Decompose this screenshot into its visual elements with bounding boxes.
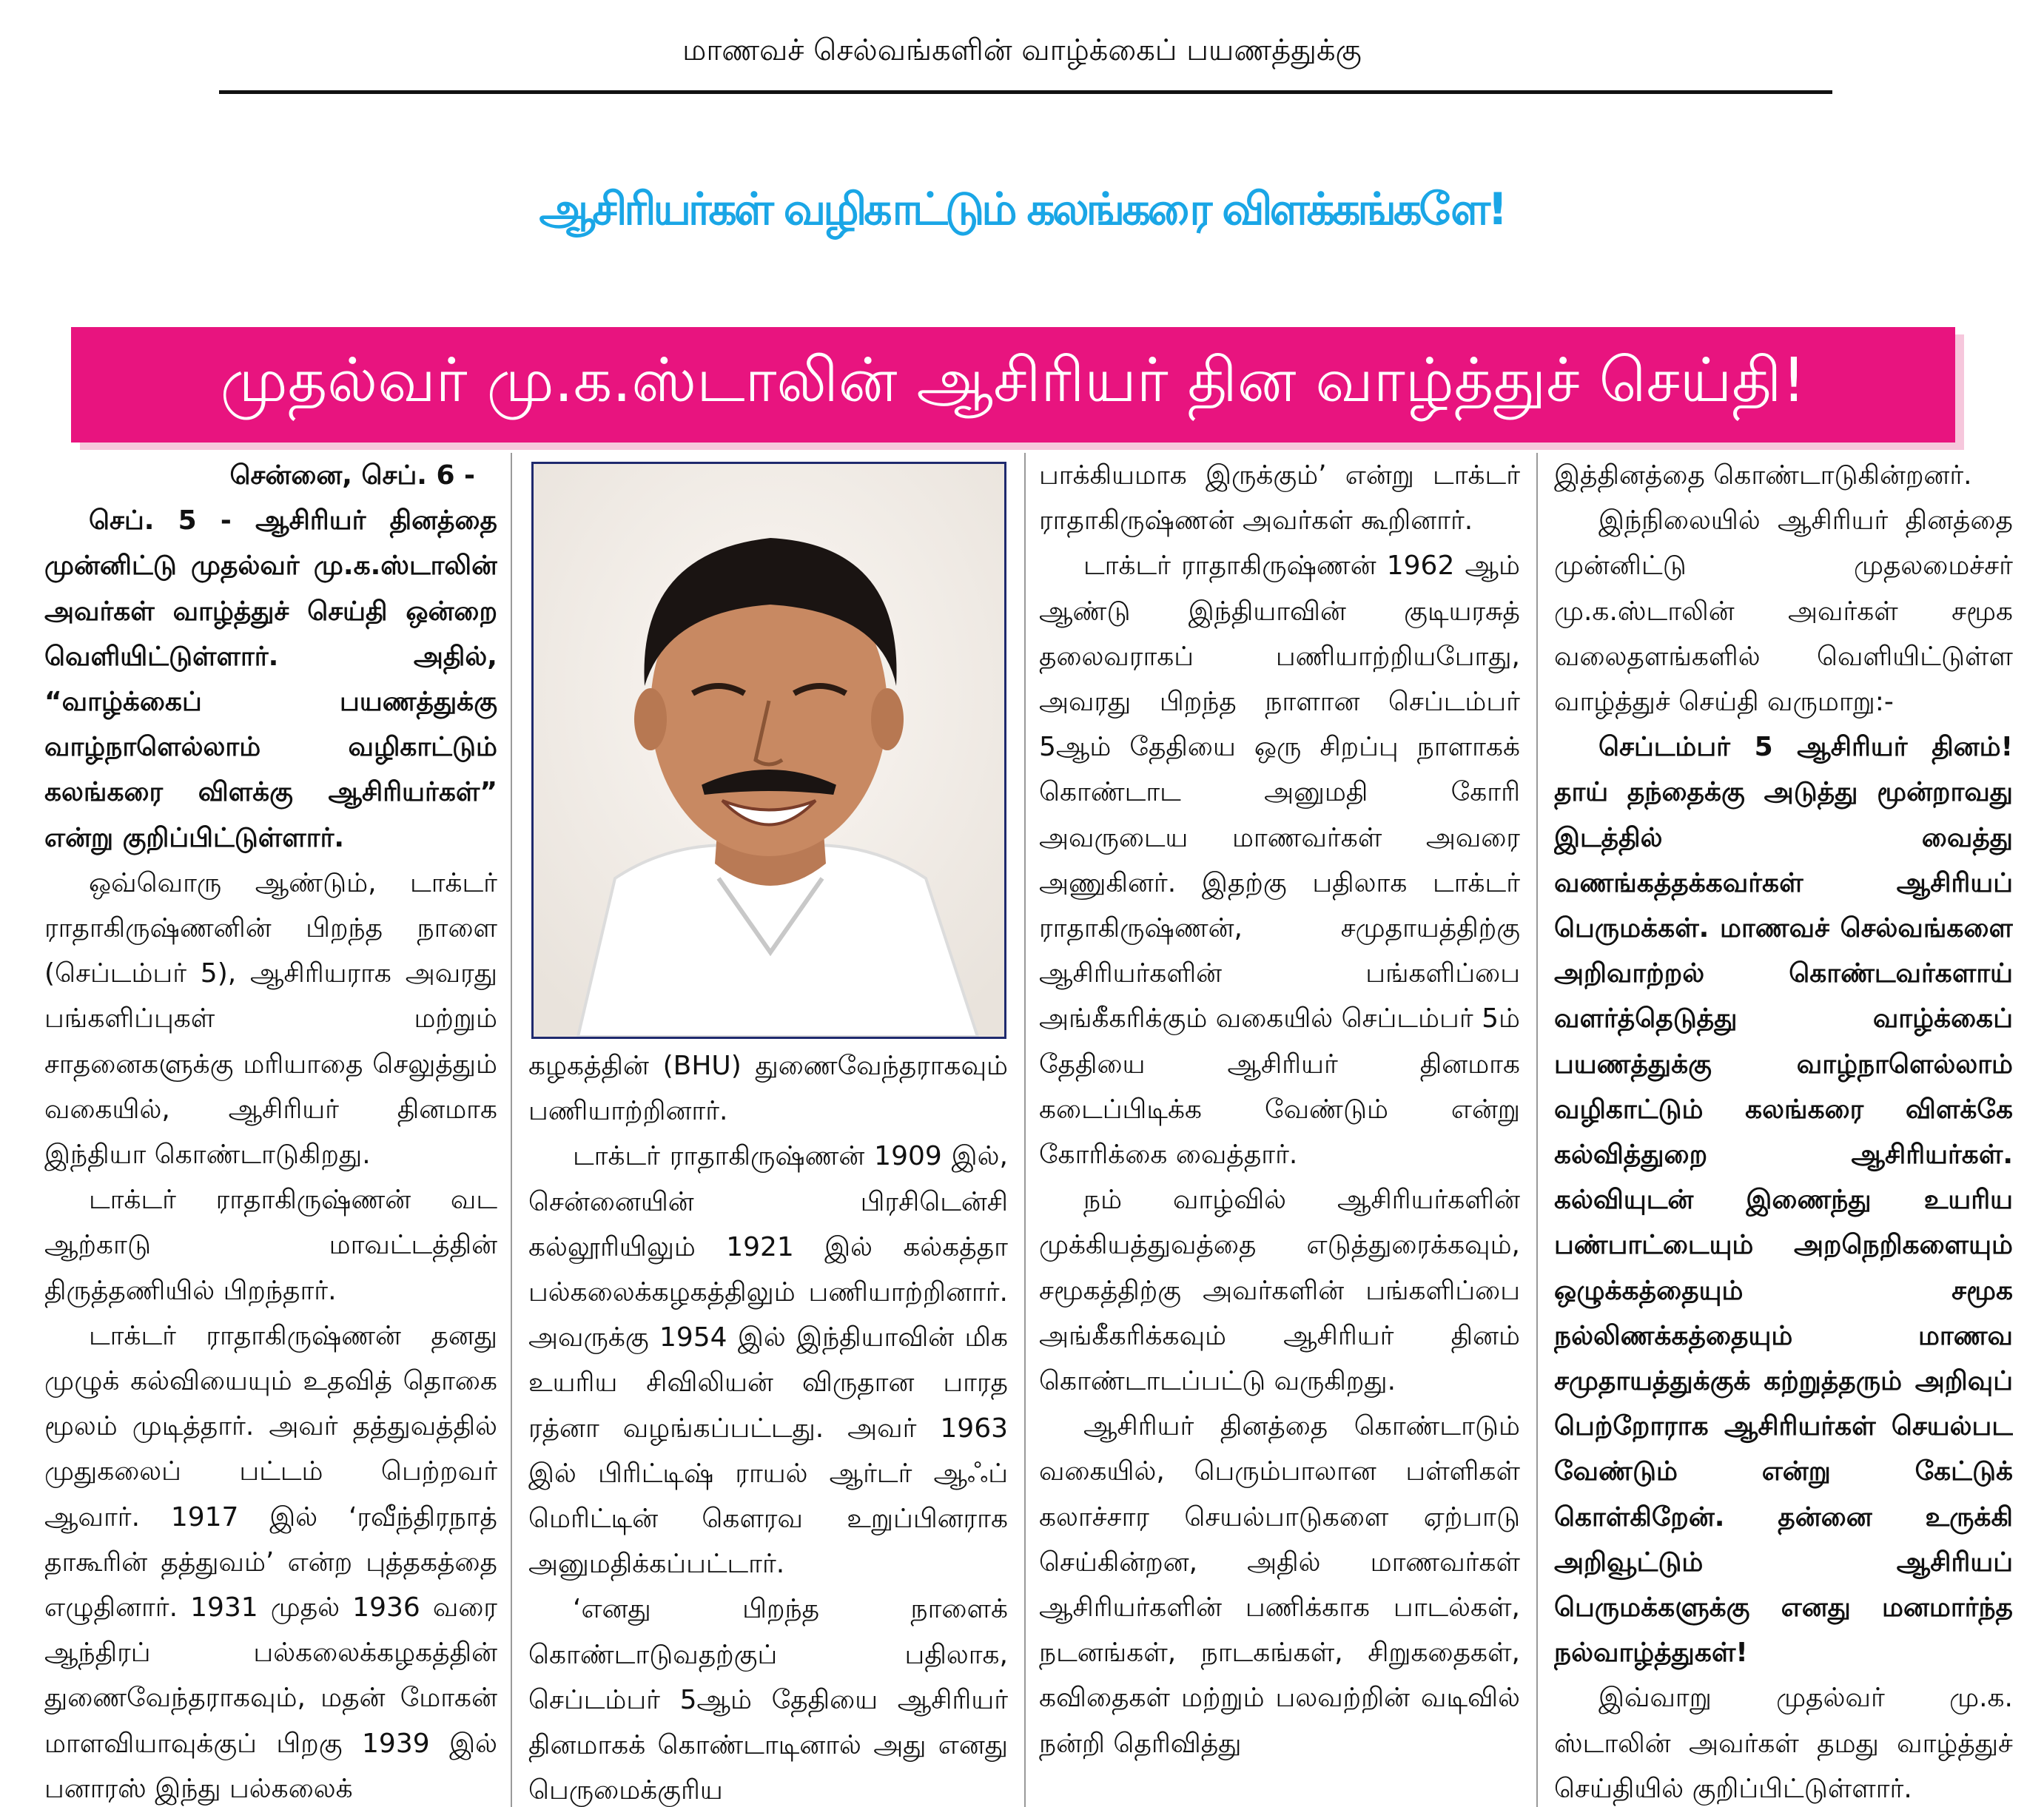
- kicker-underline: [219, 90, 1832, 94]
- body-paragraph: டாக்டர் ராதாகிருஷ்ணன் தனது முழுக் கல்வியையும் உதவித் தொகை மூலம் முடித்தார். அவர் தத்துவத்தில் முதுகலைப் பட்டம் பெற்றவர் ஆவார். 1917 இல் ‘ரவீந்திரநாத் தாகூரின் தத்துவம்’ என்ற புத்தகத்தை எழுதினார். 1931 முதல் 1936 வரை ஆந்திரப் பல்கலைக்கழகத்தின் துணைவேந்தராகவும், மதன் மோகன் மாளவியாவுக்குப் பிறகு 1939 இல் பனாரஸ் இந்து பல்கலைக்: [44, 1320, 497, 1804]
- body-paragraph: இந்நிலையில் ஆசிரியர் தினத்தை முன்னிட்டு முதலமைச்சர் மு.க.ஸ்டாலின் அவர்கள் சமூக வலைதளங்களில் வெளியிட்டுள்ள வாழ்த்துச் செய்தி வருமாறு:-: [1554, 505, 2013, 718]
- body-paragraph: நம் வாழ்வில் ஆசிரியர்களின் முக்கியத்துவத்தை எடுத்துரைக்கவும், சமூகத்திற்கு அவர்களின் பங்களிப்பை அங்கீகரிக்கவும் ஆசிரியர் தினம் கொண்டாடப்பட்டு வருகிறது.: [1039, 1185, 1520, 1397]
- subheadline-banner: [71, 327, 1955, 443]
- body-paragraph: ‘எனது பிறந்த நாளைக் கொண்டாடுவதற்குப் பதிலாக, செப்டம்பர் 5ஆம் தேதியை ஆசிரியர் தினமாகக் கொண்டாடினால் அது எனது பெருமைக்குரிய: [528, 1594, 1008, 1806]
- body-paragraph: கழகத்தின் (BHU) துணைவேந்தராகவும் பணியாற்றினார்.: [528, 1051, 1008, 1127]
- body-paragraph: இவ்வாறு முதல்வர் மு.க. ஸ்டாலின் அவர்கள் தமது வாழ்த்துச் செய்தியில் குறிப்பிட்டுள்ளார்.: [1554, 1683, 2013, 1804]
- body-paragraph: டாக்டர் ராதாகிருஷ்ணன் வட ஆற்காடு மாவட்டத்தின் திருத்தணியில் பிறந்தார்.: [44, 1185, 497, 1306]
- body-paragraph: டாக்டர் ராதாகிருஷ்ணன் 1909 இல், சென்னையின் பிரசிடென்சி கல்லூரியிலும் 1921 இல் கல்கத்தா பல்கலைக்கழகத்திலும் பணியாற்றினார். அவருக்கு 1954 இல் இந்தியாவின் மிக உயரிய சிவிலியன் விருதான பாரத ரத்னா வழங்கப்பட்டது. அவர் 1963 இல் பிரிட்டிஷ் ராயல் ஆர்டர் ஆஃப் மெரிட்டின் கௌரவ உறுப்பினராக அனுமதிக்கப்பட்டார்.: [528, 1141, 1008, 1580]
- main-headline: ஆசிரியர்கள் வழிகாட்டும் கலங்கரை விளக்கங்களே!: [539, 184, 1505, 235]
- quoted-message: செப்டம்பர் 5 ஆசிரியர் தினம்! தாய் தந்தைக்கு அடுத்து மூன்றாவது இடத்தில் வைத்து வணங்கத்தக்கவர்கள் ஆசிரியப் பெருமக்கள். மாணவச் செல்வங்களை அறிவாற்றல் கொண்டவர்களாய் வளர்த்தெடுத்து வாழ்க்கைப் பயணத்துக்கு வாழ்நாளெல்லாம் வழிகாட்டும் கலங்கரை விளக்கே கல்வித்துறை ஆசிரியர்கள். கல்வியுடன் இணைந்து உயரிய பண்பாட்டையும் அறநெறிகளையும் ஒழுக்கத்தையும் சமூக நல்லிணக்கத்தையும் மாணவ சமுதாயத்துக்குக் கற்றுத்தரும் அறிவுப் பெற்றோராக ஆசிரியர்கள் செயல்பட வேண்டும் என்று கேட்டுக் கொள்கிறேன். தன்னை உருக்கி அறிவூட்டும் ஆசிரியப் பெருமக்களுக்கு எனது மனமார்ந்த நல்வாழ்த்துகள்!: [1554, 732, 2013, 1669]
- column-divider: [1536, 453, 1538, 1807]
- kicker-headline: மாணவச் செல்வங்களின் வாழ்க்கைப் பயணத்துக்கு: [682, 33, 1362, 67]
- article-column-3: [1039, 453, 1520, 1807]
- lead-paragraph: செப். 5 - ஆசிரியர் தினத்தை முன்னிட்டு முதல்வர் மு.க.ஸ்டாலின் அவர்கள் வாழ்த்துச் செய்தி ஒன்றை வெளியிட்டுள்ளார். அதில், “வாழ்க்கைப் பயணத்துக்கு வாழ்நாளெல்லாம் வழிகாட்டும் கலங்கரை விளக்கு ஆசிரியர்கள்” என்று குறிப்பிட்டுள்ளார்.: [44, 505, 497, 853]
- body-paragraph: டாக்டர் ராதாகிருஷ்ணன் 1962 ஆம் ஆண்டு இந்தியாவின் குடியரசுத் தலைவராகப் பணியாற்றியபோது, அவரது பிறந்த நாளான செப்டம்பர் 5ஆம் தேதியை ஒரு சிறப்பு நாளாகக் கொண்டாட அனுமதி கோரி அவருடைய மாணவர்கள் அவரை அணுகினர். இதற்கு பதிலாக டாக்டர் ராதாகிருஷ்ணன், சமுதாயத்திற்கு ஆசிரியர்களின் பங்களிப்பை அங்கீகரிக்கும் வகையில் செப்டம்பர் 5ம் தேதியை ஆசிரியர் தினமாக கடைப்பிடிக்க வேண்டும் என்று கோரிக்கை வைத்தார்.: [1039, 551, 1520, 1171]
- article-column-4: [1554, 453, 2013, 1807]
- banner-text: முதல்வர் மு.க.ஸ்டாலின் ஆசிரியர் தின வாழ்த்துச் செய்தி!: [220, 346, 1806, 416]
- portrait-photo: [531, 462, 1006, 1039]
- article-column-2: [528, 1043, 1008, 1807]
- body-paragraph: ஒவ்வொரு ஆண்டும், டாக்டர் ராதாகிருஷ்ணனின் பிறந்த நாளை (செப்டம்பர் 5), ஆசிரியராக அவரது பங்களிப்புகள் மற்றும் சாதனைகளுக்கு மரியாதை செலுத்தும் வகையில், ஆசிரியர் தினமாக இந்தியா கொண்டாடுகிறது.: [44, 867, 497, 1171]
- column-divider: [511, 453, 512, 1807]
- portrait-photo-icon: [534, 464, 1004, 1037]
- body-paragraph: பாக்கியமாக இருக்கும்’ என்று டாக்டர் ராதாகிருஷ்ணன் அவர்கள் கூறினார்.: [1039, 460, 1520, 536]
- column-divider: [1024, 453, 1026, 1807]
- body-paragraph: ஆசிரியர் தினத்தை கொண்டாடும் வகையில், பெரும்பாலான பள்ளிகள் கலாச்சார செயல்பாடுகளை ஏற்பாடு செய்கின்றன, அதில் மாணவர்கள் ஆசிரியர்களின் பணிக்காக பாடல்கள், நடனங்கள், நாடகங்கள், சிறுகதைகள், கவிதைகள் மற்றும் பலவற்றின் வடிவில் நன்றி தெரிவித்து: [1039, 1411, 1520, 1759]
- dateline: சென்னை, செப். 6 -: [229, 460, 475, 491]
- article-column-1: [44, 453, 497, 1807]
- body-paragraph: இத்தினத்தை கொண்டாடுகின்றனர்.: [1554, 460, 1972, 491]
